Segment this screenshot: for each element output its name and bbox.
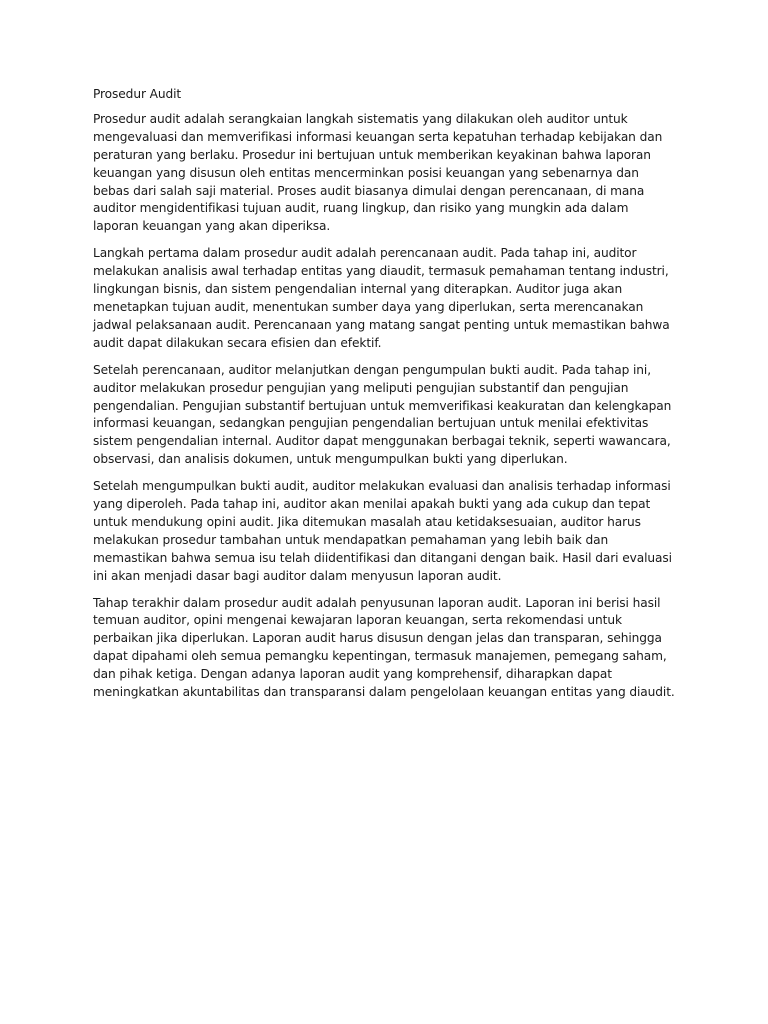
document-body — [93, 86, 676, 711]
paragraph-1: Prosedur audit adalah serangkaian langkah sistematis yang dilakukan oleh auditor untuk mengevaluasi dan memverifikasi informasi keuangan serta kepatuhan terhadap kebijakan dan peraturan yang berlaku. Prosedur ini bertujuan untuk memberikan keyakinan bahwa laporan keuangan yang disusun oleh entitas mencerminkan posisi keuangan yang sebenarnya dan bebas dari salah saji material. Proses audit biasanya dimulai dengan perencanaan, di mana auditor mengidentifikasi tujuan audit, ruang lingkup, dan risiko yang mungkin ada dalam laporan keuangan yang akan diperiksa. — [93, 111, 663, 234]
paragraph-4: Setelah mengumpulkan bukti audit, auditor melakukan evaluasi dan analisis terhadap informasi yang diperoleh. Pada tahap ini, auditor akan menilai apakah bukti yang ada cukup dan tepat untuk mendukung opini audit. Jika ditemukan masalah atau ketidaksesuaian, auditor harus melakukan prosedur tambahan untuk mendapatkan pemahaman yang lebih baik dan memastikan bahwa semua isu telah diidentifikasi dan ditangani dengan baik. Hasil dari evaluasi ini akan menjadi dasar bagi auditor dalam menyusun laporan audit. — [93, 479, 672, 583]
document-title: Prosedur Audit — [93, 87, 182, 101]
paragraph-3: Setelah perencanaan, auditor melanjutkan dengan pengumpulan bukti audit. Pada tahap ini, auditor melakukan prosedur pengujian yang meliputi pengujian substantif dan pengujian pengendalian. Pengujian substantif bertujuan untuk memverifikasi keakuratan dan kelengkapan informasi keuangan, sedangkan pengujian pengendalian bertujuan untuk menilai efektivitas sistem pengendalian internal. Auditor dapat menggunakan berbagai teknik, seperti wawancara, observasi, dan analisis dokumen, untuk mengumpulkan bukti yang diperlukan. — [93, 362, 672, 467]
paragraph-2: Langkah pertama dalam prosedur audit adalah perencanaan audit. Pada tahap ini, auditor melakukan analisis awal terhadap entitas yang diaudit, termasuk pemahaman tentang industri, lingkungan bisnis, dan sistem pengendalian internal yang diterapkan. Auditor juga akan menetapkan tujuan audit, menentukan sumber daya yang diperlukan, serta merencanakan jadwal pelaksanaan audit. Perencanaan yang matang sangat penting untuk memastikan bahwa audit dapat dilakukan secara efisien dan efektif. — [93, 246, 670, 350]
paragraph-5: Tahap terakhir dalam prosedur audit adalah penyusunan laporan audit. Laporan ini berisi hasil temuan auditor, opini mengenai kewajaran laporan keuangan, serta rekomendasi untuk perbaikan jika diperlukan. Laporan audit harus disusun dengan jelas dan transparan, sehingga dapat dipahami oleh semua pemangku kepentingan, termasuk manajemen, pemegang saham, dan pihak ketiga. Dengan adanya laporan audit yang komprehensif, diharapkan dapat meningkatkan akuntabilitas dan transparansi dalam pengelolaan keuangan entitas yang diaudit. — [93, 595, 675, 700]
